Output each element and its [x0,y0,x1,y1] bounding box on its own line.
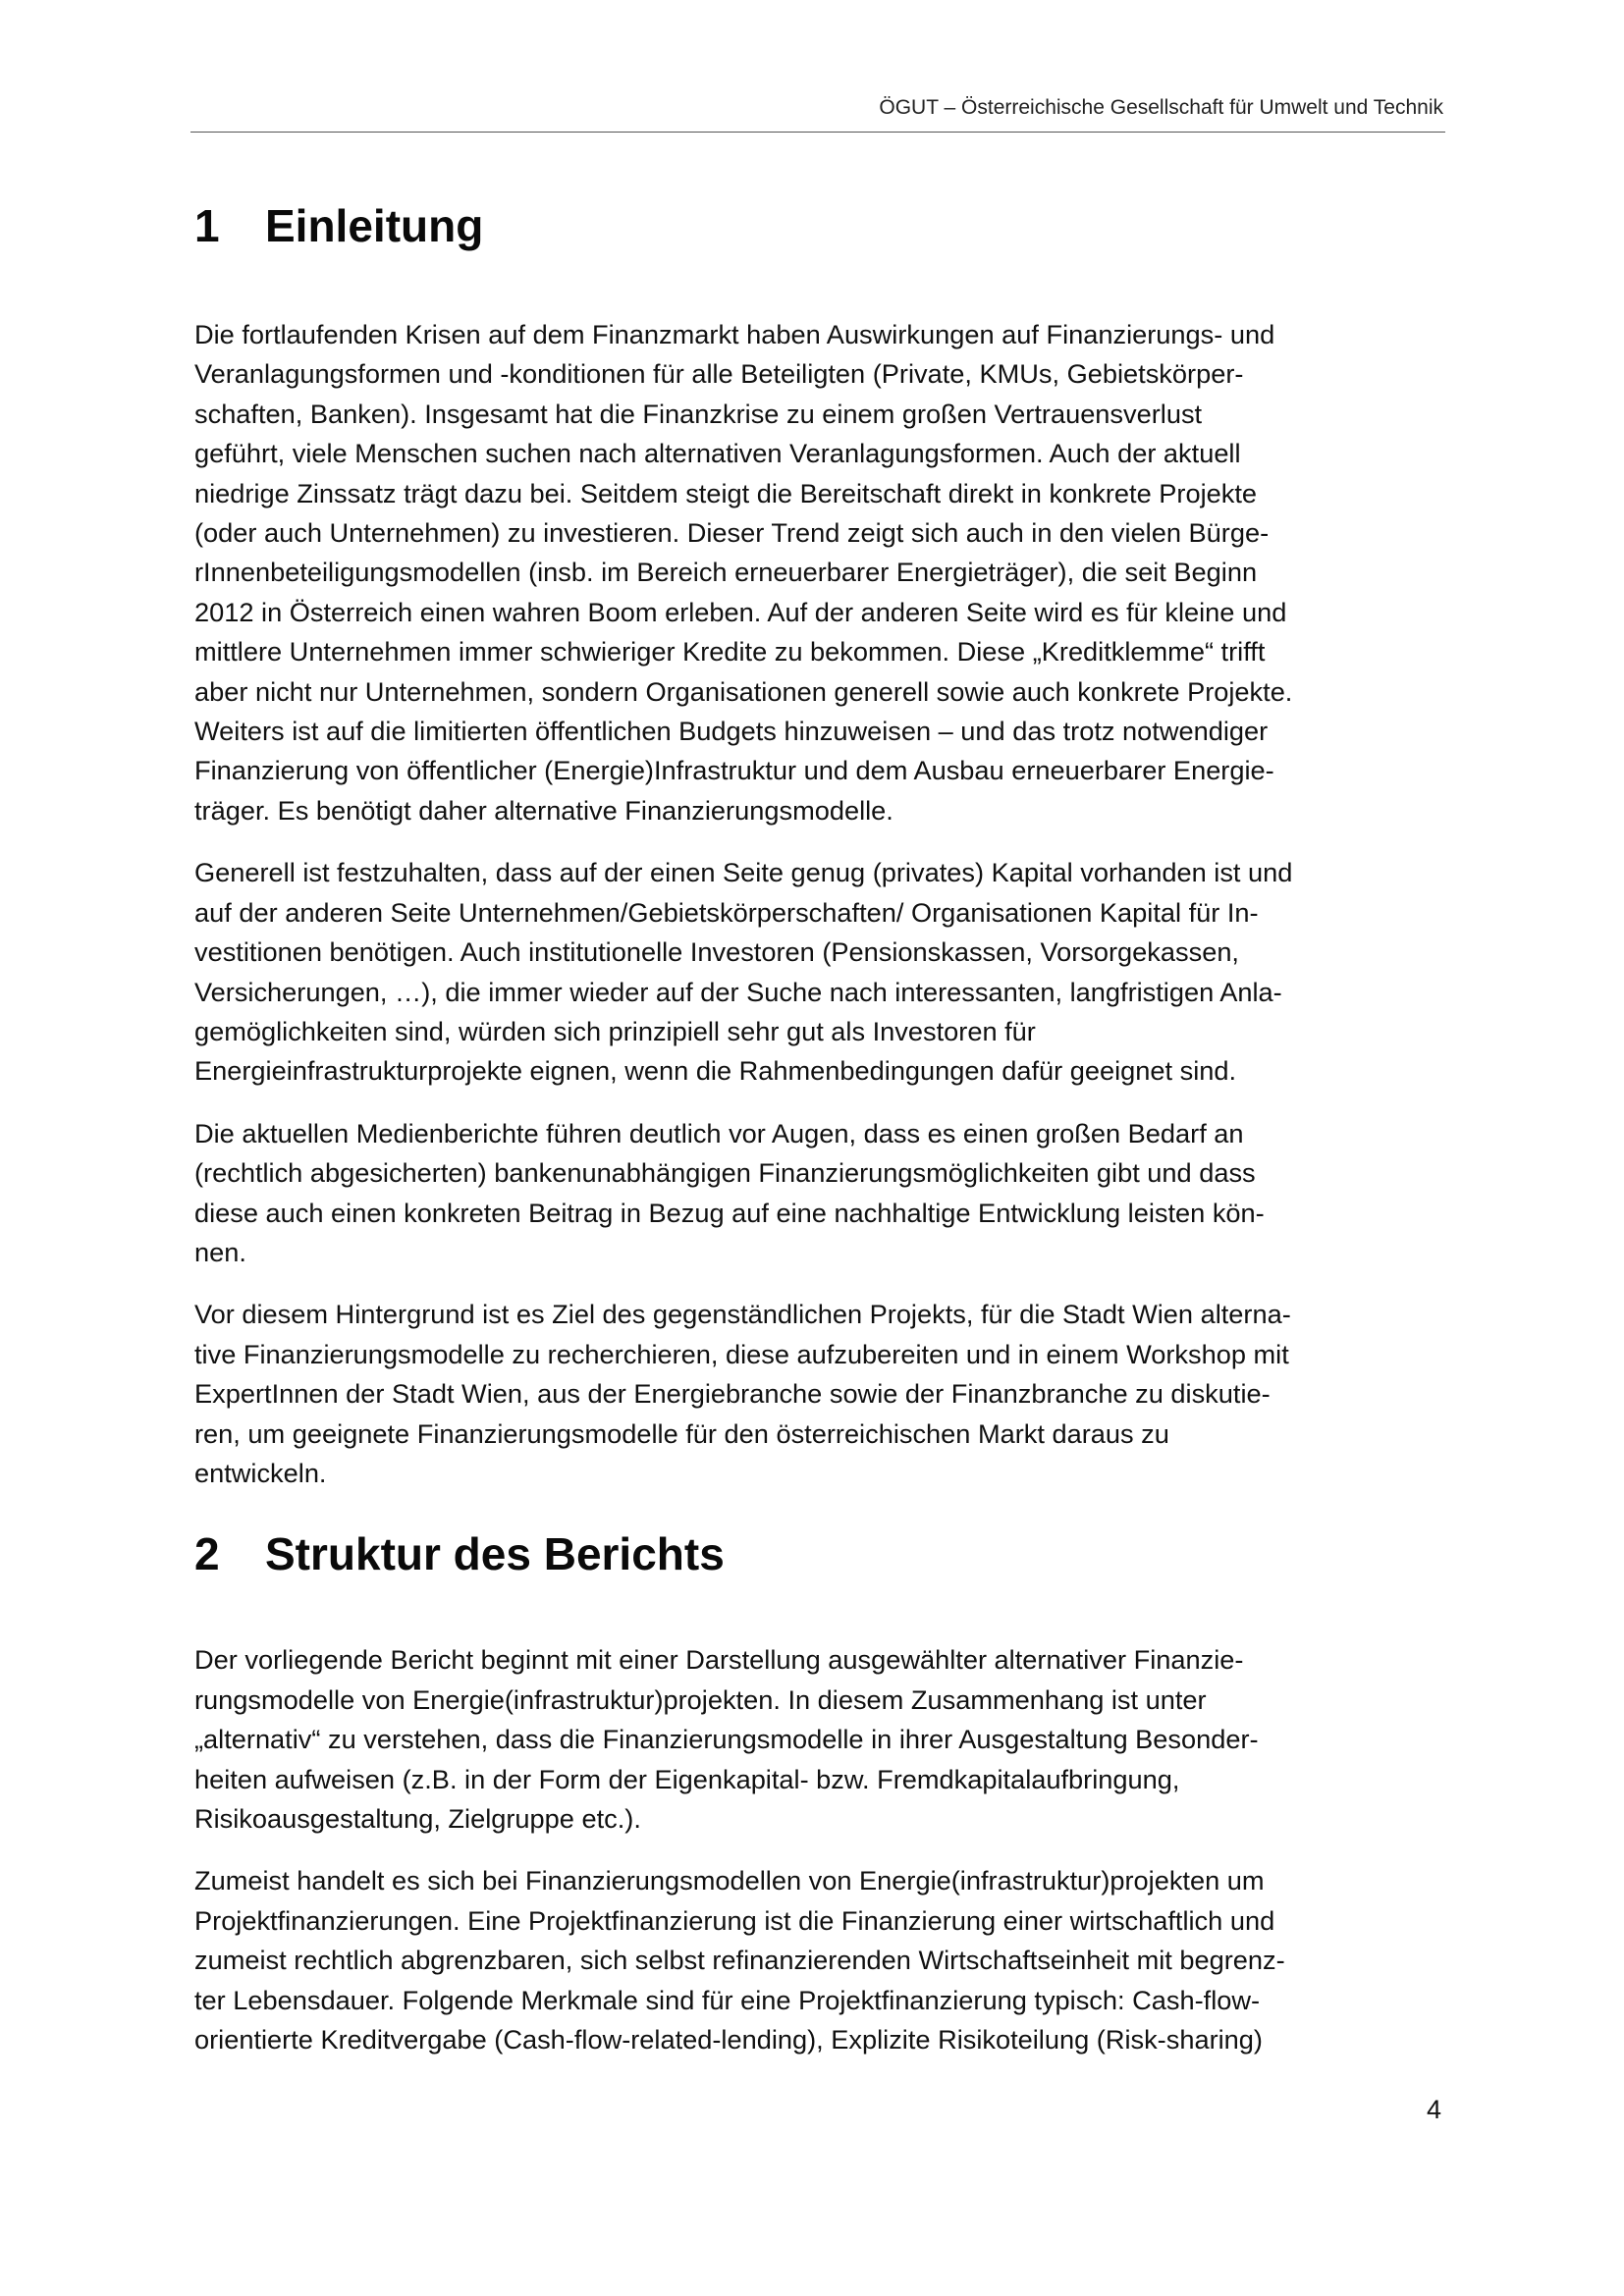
section-heading-einleitung [194,196,1445,255]
section-title: Struktur des Berichts [265,1528,725,1580]
text-line: gemöglichkeiten sind, würden sich prinzipiell sehr gut als Investoren für [194,1015,1036,1046]
text-line: Die aktuellen Medienberichte führen deutlich vor Augen, dass es einen großen Bedarf an [194,1117,1244,1148]
text-line: geführt, viele Menschen suchen nach alternativen Veranlagungsformen. Auch der aktuell [194,438,1241,469]
running-header: ÖGUT – Österreichische Gesellschaft für Umwelt und Technik [879,96,1443,119]
text-line: (rechtlich abgesicherten) bankenunabhängigen Finanzierungsmöglichkeiten gibt und dass [194,1157,1256,1189]
text-line: Vor diesem Hintergrund ist es Ziel des gegenständlichen Projekts, für die Stadt Wien alterna- [194,1299,1291,1330]
header-divider [190,132,1445,133]
text-line: Zumeist handelt es sich bei Finanzierungsmodellen von Energie(infrastruktur)projekten um [194,1865,1265,1896]
page-number: 4 [1426,2095,1441,2124]
text-line: (oder auch Unternehmen) zu investieren. Dieser Trend zeigt sich auch in den vielen Bürge- [194,517,1270,549]
text-line: ren, um geeignete Finanzierungsmodelle für den österreichischen Markt daraus zu [194,1417,1169,1449]
page-body [194,196,1445,2082]
paragraph [194,1295,1445,1493]
section-number: 1 [194,200,220,251]
paragraph [194,1114,1445,1273]
text-line: entwickeln. [194,1457,327,1488]
text-line: Veranlagungsformen und -konditionen für alle Beteiligten (Private, KMUs, Gebietskörper- [194,358,1244,390]
text-line: Finanzierung von öffentlicher (Energie)Infrastruktur und dem Ausbau erneuerbarer Energie- [194,755,1274,786]
section-heading-struktur [194,1524,1445,1583]
text-line: schaften, Banken). Insgesamt hat die Finanzkrise zu einem großen Vertrauensverlust [194,398,1203,429]
paragraph [194,1861,1445,2059]
text-line: nen. [194,1236,246,1267]
text-line: Risikoausgestaltung, Zielgruppe etc.). [194,1803,641,1834]
text-line: zumeist rechtlich abgrenzbaren, sich selbst refinanzierenden Wirtschaftseinheit mit begrenz- [194,1945,1285,1976]
text-line: mittlere Unternehmen immer schwieriger Kredite zu bekommen. Diese „Kreditklemme“ trifft [194,636,1266,667]
text-line: diese auch einen konkreten Beitrag in Bezug auf eine nachhaltige Entwicklung leisten kön- [194,1197,1265,1228]
text-line: auf der anderen Seite Unternehmen/Gebietskörperschaften/ Organisationen Kapital für In- [194,896,1259,928]
paragraph [194,1640,1445,1839]
text-line: orientierte Kreditvergabe (Cash-flow-related-lending), Explizite Risikoteilung (Risk-sharing) [194,2024,1263,2056]
text-line: ExpertInnen der Stadt Wien, aus der Energiebranche sowie der Finanzbranche zu diskutie- [194,1378,1271,1410]
text-line: „alternativ“ zu verstehen, dass die Finanzierungsmodelle in ihrer Ausgestaltung Besonder- [194,1724,1259,1755]
text-line: Versicherungen, …), die immer wieder auf der Suche nach interessanten, langfristigen Anla- [194,976,1282,1007]
text-line: niedrige Zinssatz trägt dazu bei. Seitdem steigt die Bereitschaft direkt in konkrete Projekte [194,477,1258,508]
text-line: Weiters ist auf die limitierten öffentlichen Budgets hinzuweisen – und das trotz notwendiger [194,716,1269,747]
section-number: 2 [194,1528,220,1580]
text-line: vestitionen benötigen. Auch institutionelle Investoren (Pensionskassen, Vorsorgekassen, [194,936,1239,968]
text-line: heiten aufweisen (z.B. in der Form der Eigenkapital- bzw. Fremdkapitalaufbringung, [194,1763,1180,1794]
section-title: Einleitung [265,200,484,251]
text-line: aber nicht nur Unternehmen, sondern Organisationen generell sowie auch konkrete Projekte. [194,675,1293,707]
text-line: rungsmodelle von Energie(infrastruktur)projekten. In diesem Zusammenhang ist unter [194,1683,1207,1715]
text-line: Generell ist festzuhalten, dass auf der einen Seite genug (privates) Kapital vorhanden ist und [194,857,1293,888]
text-line: Energieinfrastrukturprojekte eignen, wenn die Rahmenbedingungen dafür geeignet sind. [194,1055,1237,1087]
text-line: tive Finanzierungsmodelle zu recherchieren, diese aufzubereiten und in einem Workshop mit [194,1338,1289,1369]
text-line: rInnenbeteiligungsmodellen (insb. im Bereich erneuerbarer Energieträger), die seit Beginn [194,557,1258,588]
text-line: Der vorliegende Bericht beginnt mit einer Darstellung ausgewählter alternativer Finanzie- [194,1644,1244,1676]
text-line: ter Lebensdauer. Folgende Merkmale sind für eine Projektfinanzierung typisch: Cash-flow- [194,1984,1261,2015]
paragraph [194,853,1445,1091]
paragraph [194,315,1445,830]
text-line: Die fortlaufenden Krisen auf dem Finanzmarkt haben Auswirkungen auf Finanzierungs- und [194,319,1275,349]
text-line: Projektfinanzierungen. Eine Projektfinanzierung ist die Finanzierung einer wirtschaftlich und [194,1904,1275,1936]
text-line: 2012 in Österreich einen wahren Boom erleben. Auf der anderen Seite wird es für kleine und [194,596,1287,627]
text-line: träger. Es benötigt daher alternative Finanzierungsmodelle. [194,794,893,826]
